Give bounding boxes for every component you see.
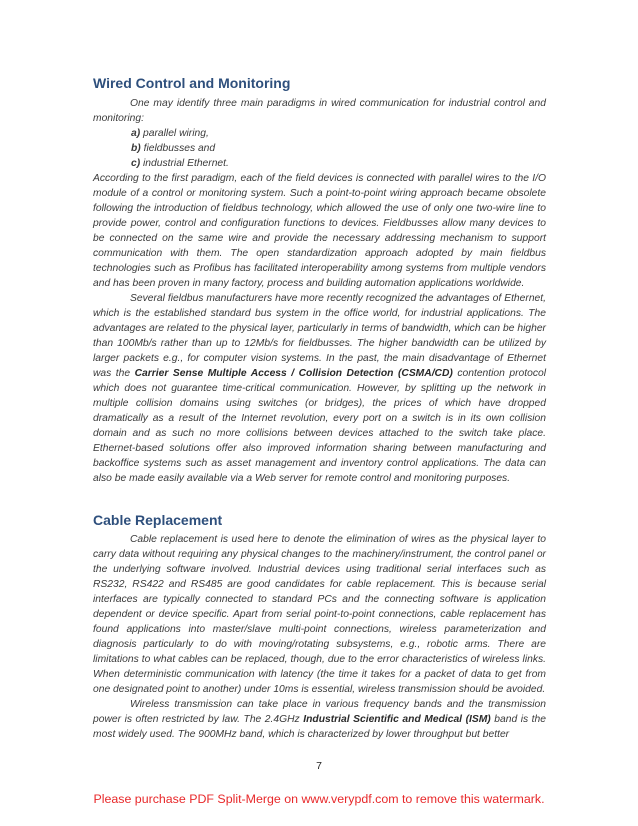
section-heading-wired-control: Wired Control and Monitoring [93, 75, 291, 91]
paragraph-text: Several fieldbus manufacturers have more recently recognized the advantages of Ethernet, which is the established standard bus system in the office world, for industrial applications. The advantages are related to the physical layer, particularly in terms of bandwidth, which can be higher than 100Mb/s rather than up to 12Mb/s for fieldbusses. The higher bandwidth can be utilized by larger packets e.g., for computer vision systems. In the past, the main disadvantage of Ethernet was the [93, 293, 546, 379]
list-item [131, 141, 546, 156]
list-item [131, 156, 546, 171]
paragraph-wireless-transmission [93, 697, 546, 742]
list-marker: c) [131, 158, 141, 169]
list-item-text: industrial Ethernet. [140, 158, 229, 169]
list-item [131, 126, 546, 141]
page-number: 7 [316, 760, 322, 772]
list-item-text: fieldbusses and [140, 143, 216, 154]
list-item-text: parallel wiring, [140, 128, 209, 139]
page-content [93, 74, 546, 742]
paragraph-text: contention protocol which does not guarantee time-critical communication. However, by splitting up the network in multiple collision domains using switches (or bridges), the prices of which have dropped dramatically as a result of the Internet revolution, every port on a switch is in its own collision domain and as such no more collisions between devices attached to the switch take place. Ethernet-based solutions offer also improved information sharing between manufacturing and backoffice systems such as asset management and inventory control applications. The data can also be made easily available via a Web server for remote control and monitoring purposes. [93, 368, 546, 484]
paragraph-ethernet [93, 291, 546, 486]
paragraph-intro: One may identify three main paradigms in wired communication for industrial control and monitoring: [93, 98, 546, 124]
list-marker: b) [131, 143, 141, 154]
paradigm-list [93, 126, 546, 171]
term-ism-band: Industrial Scientific and Medical (ISM) [303, 714, 491, 725]
term-csma-cd: Carrier Sense Multiple Access / Collision Detection (CSMA/CD) [134, 368, 453, 379]
list-marker: a) [131, 128, 141, 139]
paragraph-cable-replacement: Cable replacement is used here to denote the elimination of wires as the physical layer to carry data without requiring any physical changes to the machinery/instrument, the control panel or the underlying software involved. Industrial devices using traditional serial interfaces such as RS232, RS422 and RS485 are good candidates for cable replacement. This is because serial interfaces are typically connected to standard PCs and the connecting software is application dependent or device specific. Apart from serial point-to-point connections, cable replacement has found applications into master/slave multi-point connections, wireless parameterization and diagnosis particularly to do with moving/rotating subsystems, e.g., robotic arms. There are limitations to what cables can be replaced, though, due to the error characteristics of wireless links. When deterministic communication with latency (the time it takes for a packet of data to get from one designated point to another) under 10ms is essential, wireless transmission should be avoided. [93, 534, 546, 695]
paragraph-text: Wireless transmission can take place in various frequency bands and the transmission power is often restricted by law. The 2.4GHz [93, 699, 546, 725]
paragraph-first-paradigm: According to the first paradigm, each of the field devices is connected with parallel wires to the I/O module of a control or monitoring system. Such a point-to-point wiring approach became obsolete following the introduction of fieldbus technology, which allowed the use of only one two-wire line to provide power, control and configuration functions to devices. Fieldbusses allow many devices to be connected on the same wire and provide the necessary addressing mechanism to support communication with them. The open standardization approach adopted by main fieldbus technologies such as Profibus has facilitated interoperability among systems from multiple vendors and has been proven in many factory, process and building automation applications worldwide. [93, 173, 546, 289]
paragraph-text: band is the most widely used. The 900MHz band, which is characterized by lower throughput but better [93, 714, 546, 740]
section-heading-cable-replacement: Cable Replacement [93, 512, 223, 528]
watermark-text: Please purchase PDF Split-Merge on www.verypdf.com to remove this watermark. [93, 792, 545, 806]
